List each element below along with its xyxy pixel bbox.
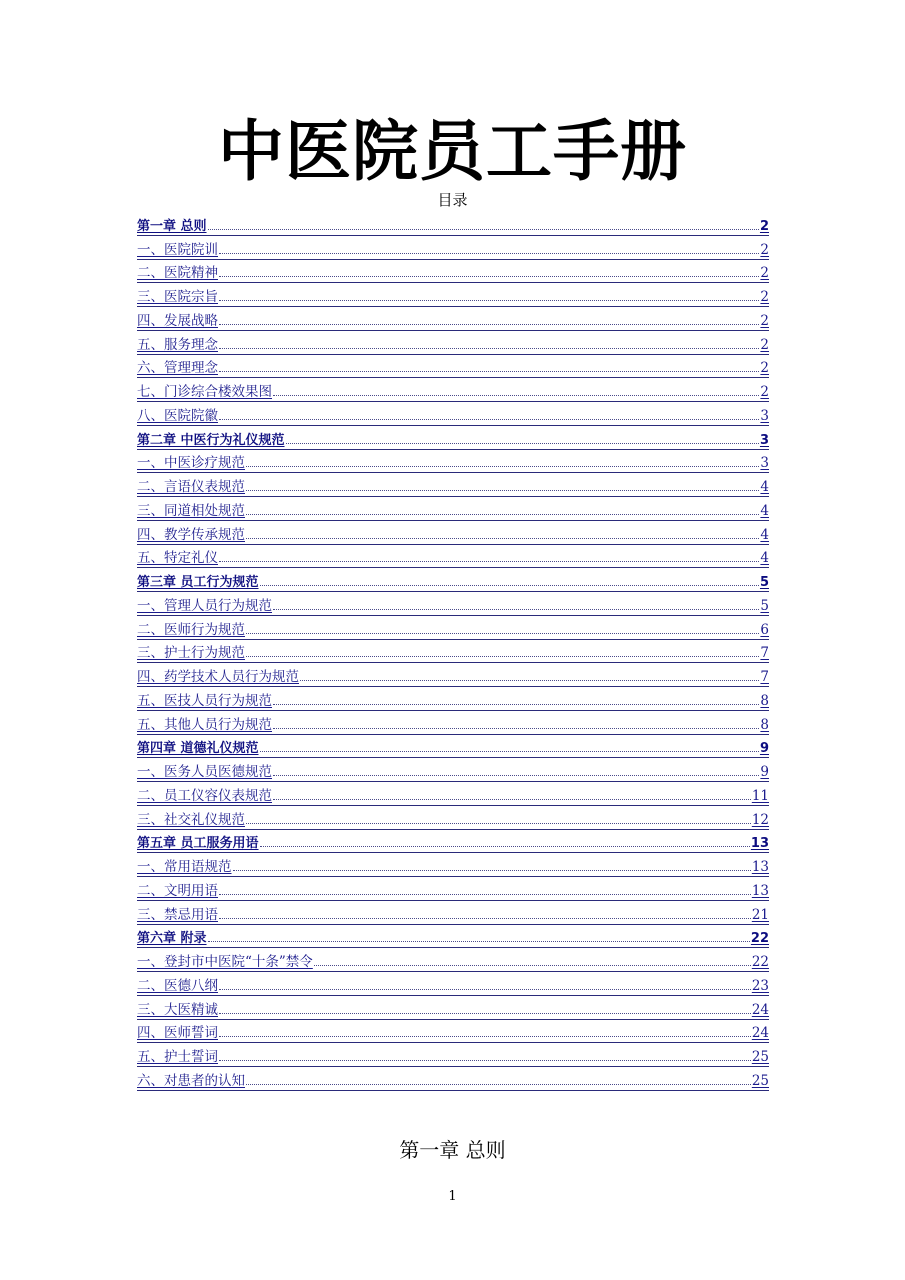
toc-entry-label: 五、特定礼仪 (137, 550, 218, 567)
chapter-heading: 第一章 总则 (399, 1138, 506, 1162)
toc-entry-page: 2 (760, 336, 769, 353)
toc-dot-leader (246, 823, 751, 824)
toc-entry-label: 第五章 员工服务用语 (137, 836, 259, 852)
toc-entry-page: 2 (760, 289, 769, 305)
toc-section-link[interactable] (137, 592, 769, 616)
toc-section-link[interactable] (137, 450, 769, 474)
table-of-contents (137, 212, 769, 1091)
toc-entry-page: 13 (751, 882, 769, 899)
toc-entry-label: 五、医技人员行为规范 (137, 692, 272, 709)
toc-entry-label: 一、医院院训 (137, 241, 218, 258)
toc-dot-leader (219, 419, 759, 420)
toc-section-link[interactable] (137, 1043, 769, 1067)
toc-dot-leader (246, 490, 759, 491)
toc-dot-leader (314, 965, 751, 966)
toc-section-link[interactable] (137, 378, 769, 402)
toc-entry-label: 二、医师行为规范 (137, 621, 245, 638)
toc-section-link[interactable] (137, 901, 769, 925)
toc-entry-label: 四、药学技术人员行为规范 (137, 669, 299, 685)
toc-dot-leader (273, 728, 759, 729)
toc-section-link[interactable] (137, 711, 769, 735)
toc-dot-leader (219, 1060, 751, 1061)
toc-entry-page: 5 (759, 575, 769, 590)
toc-entry-label: 五、其他人员行为规范 (137, 716, 272, 733)
toc-dot-leader (246, 466, 759, 467)
toc-dot-leader (273, 775, 759, 776)
toc-dot-leader (219, 1036, 751, 1037)
toc-entry-page: 5 (760, 597, 769, 614)
toc-dot-leader (273, 799, 751, 800)
toc-entry-label: 一、管理人员行为规范 (137, 597, 272, 614)
toc-entry-label: 五、护士誓词 (137, 1049, 218, 1065)
toc-entry-page: 4 (760, 479, 769, 495)
toc-entry-page: 4 (760, 550, 769, 567)
toc-section-link[interactable] (137, 853, 769, 877)
toc-entry-label: 第一章 总则 (137, 218, 207, 234)
toc-dot-leader (219, 371, 759, 372)
toc-entry-label: 三、护士行为规范 (137, 645, 245, 662)
toc-section-link[interactable] (137, 402, 769, 426)
toc-chapter-link[interactable] (137, 212, 769, 236)
toc-entry-label: 第四章 道德礼仪规范 (137, 741, 259, 757)
toc-dot-leader (260, 585, 759, 586)
toc-entry-page: 3 (760, 455, 769, 472)
toc-entry-page: 24 (751, 1001, 769, 1018)
toc-entry-label: 第六章 附录 (137, 931, 207, 947)
toc-entry-label: 二、医院精神 (137, 265, 218, 282)
toc-entry-page: 7 (760, 669, 769, 685)
toc-section-link[interactable] (137, 355, 769, 379)
toc-entry-label: 六、管理理念 (137, 360, 218, 377)
toc-entry-page: 23 (751, 977, 769, 994)
toc-chapter-link[interactable] (137, 925, 769, 949)
toc-section-link[interactable] (137, 782, 769, 806)
toc-section-link[interactable] (137, 497, 769, 521)
toc-section-link[interactable] (137, 972, 769, 996)
toc-entry-label: 一、登封市中医院“十条”禁令 (137, 954, 313, 970)
toc-section-link[interactable] (137, 1020, 769, 1044)
toc-dot-leader (273, 609, 759, 610)
toc-entry-page: 7 (760, 645, 769, 662)
toc-entry-page: 3 (760, 407, 769, 424)
toc-dot-leader (286, 443, 759, 444)
toc-chapter-link[interactable] (137, 568, 769, 592)
toc-entry-page: 13 (751, 859, 769, 875)
toc-section-link[interactable] (137, 948, 769, 972)
toc-section-link[interactable] (137, 996, 769, 1020)
toc-entry-label: 第二章 中医行为礼仪规范 (137, 432, 285, 448)
toc-entry-label: 二、文明用语 (137, 882, 218, 899)
toc-section-link[interactable] (137, 236, 769, 260)
toc-entry-label: 三、同道相处规范 (137, 502, 245, 519)
toc-entry-label: 一、医务人员医德规范 (137, 764, 272, 780)
toc-section-link[interactable] (137, 473, 769, 497)
toc-section-link[interactable] (137, 545, 769, 569)
toc-dot-leader (219, 894, 751, 895)
toc-section-link[interactable] (137, 307, 769, 331)
toc-entry-label: 四、教学传承规范 (137, 526, 245, 543)
toc-chapter-link[interactable] (137, 426, 769, 450)
toc-entry-label: 二、医德八纲 (137, 977, 218, 994)
toc-dot-leader (219, 561, 759, 562)
toc-chapter-link[interactable] (137, 830, 769, 854)
toc-entry-page: 4 (760, 502, 769, 519)
toc-dot-leader (208, 941, 750, 942)
toc-dot-leader (246, 538, 759, 539)
toc-section-link[interactable] (137, 806, 769, 830)
page-number: 1 (448, 1189, 457, 1204)
toc-entry-page: 22 (751, 954, 769, 970)
toc-dot-leader (208, 229, 759, 230)
toc-entry-page: 25 (751, 1049, 769, 1065)
toc-entry-label: 三、禁忌用语 (137, 906, 218, 923)
toc-dot-leader (246, 514, 759, 515)
toc-dot-leader (273, 704, 759, 705)
toc-entry-page: 2 (760, 312, 769, 329)
toc-entry-label: 第三章 员工行为规范 (137, 575, 259, 590)
toc-dot-leader (273, 395, 759, 396)
toc-entry-page: 8 (760, 716, 769, 733)
toc-dot-leader (233, 870, 751, 871)
toc-section-link[interactable] (137, 663, 769, 687)
toc-heading: 目录 (437, 191, 468, 209)
toc-dot-leader (246, 1084, 751, 1085)
toc-section-link[interactable] (137, 260, 769, 284)
toc-entry-label: 三、社交礼仪规范 (137, 811, 245, 828)
toc-entry-page: 24 (751, 1025, 769, 1042)
toc-entry-page: 3 (759, 432, 769, 448)
toc-entry-label: 六、对患者的认知 (137, 1072, 245, 1089)
toc-entry-label: 五、服务理念 (137, 336, 218, 353)
toc-dot-leader (219, 324, 759, 325)
toc-entry-label: 一、常用语规范 (137, 859, 232, 875)
toc-section-link[interactable] (137, 640, 769, 664)
toc-entry-page: 8 (760, 692, 769, 709)
toc-section-link[interactable] (137, 283, 769, 307)
toc-entry-page: 2 (760, 384, 769, 400)
toc-dot-leader (219, 1013, 751, 1014)
toc-entry-label: 二、员工仪容仪表规范 (137, 787, 272, 804)
toc-entry-page: 13 (750, 836, 769, 852)
toc-entry-page: 2 (760, 265, 769, 282)
toc-entry-page: 2 (759, 218, 769, 234)
document-title: 中医院员工手册 (218, 113, 687, 190)
toc-section-link[interactable] (137, 877, 769, 901)
toc-dot-leader (300, 680, 759, 681)
toc-entry-page: 22 (750, 931, 769, 947)
toc-dot-leader (246, 633, 759, 634)
toc-section-link[interactable] (137, 521, 769, 545)
toc-dot-leader (260, 751, 759, 752)
toc-dot-leader (246, 656, 759, 657)
toc-entry-label: 七、门诊综合楼效果图 (137, 384, 272, 400)
toc-entry-page: 12 (751, 811, 769, 828)
toc-entry-page: 25 (751, 1072, 769, 1089)
toc-entry-label: 三、大医精诚 (137, 1001, 218, 1018)
toc-dot-leader (219, 253, 759, 254)
toc-entry-label: 八、医院院徽 (137, 407, 218, 424)
toc-entry-label: 三、医院宗旨 (137, 289, 218, 305)
toc-dot-leader (219, 348, 759, 349)
toc-entry-page: 4 (760, 526, 769, 543)
toc-section-link[interactable] (137, 687, 769, 711)
toc-dot-leader (219, 300, 759, 301)
toc-entry-page: 9 (759, 741, 769, 757)
toc-entry-label: 四、医师誓词 (137, 1025, 218, 1042)
toc-section-link[interactable] (137, 1067, 769, 1091)
toc-section-link[interactable] (137, 331, 769, 355)
toc-section-link[interactable] (137, 758, 769, 782)
toc-entry-page: 2 (760, 360, 769, 377)
toc-dot-leader (260, 846, 750, 847)
toc-entry-page: 9 (760, 764, 769, 780)
toc-dot-leader (219, 276, 759, 277)
toc-entry-label: 一、中医诊疗规范 (137, 455, 245, 472)
toc-entry-page: 11 (751, 787, 769, 804)
toc-entry-page: 21 (751, 906, 769, 923)
toc-dot-leader (219, 989, 751, 990)
toc-dot-leader (219, 918, 751, 919)
toc-entry-label: 四、发展战略 (137, 312, 218, 329)
toc-chapter-link[interactable] (137, 735, 769, 759)
toc-entry-label: 二、言语仪表规范 (137, 479, 245, 495)
toc-entry-page: 6 (760, 621, 769, 638)
toc-entry-page: 2 (760, 241, 769, 258)
toc-section-link[interactable] (137, 616, 769, 640)
